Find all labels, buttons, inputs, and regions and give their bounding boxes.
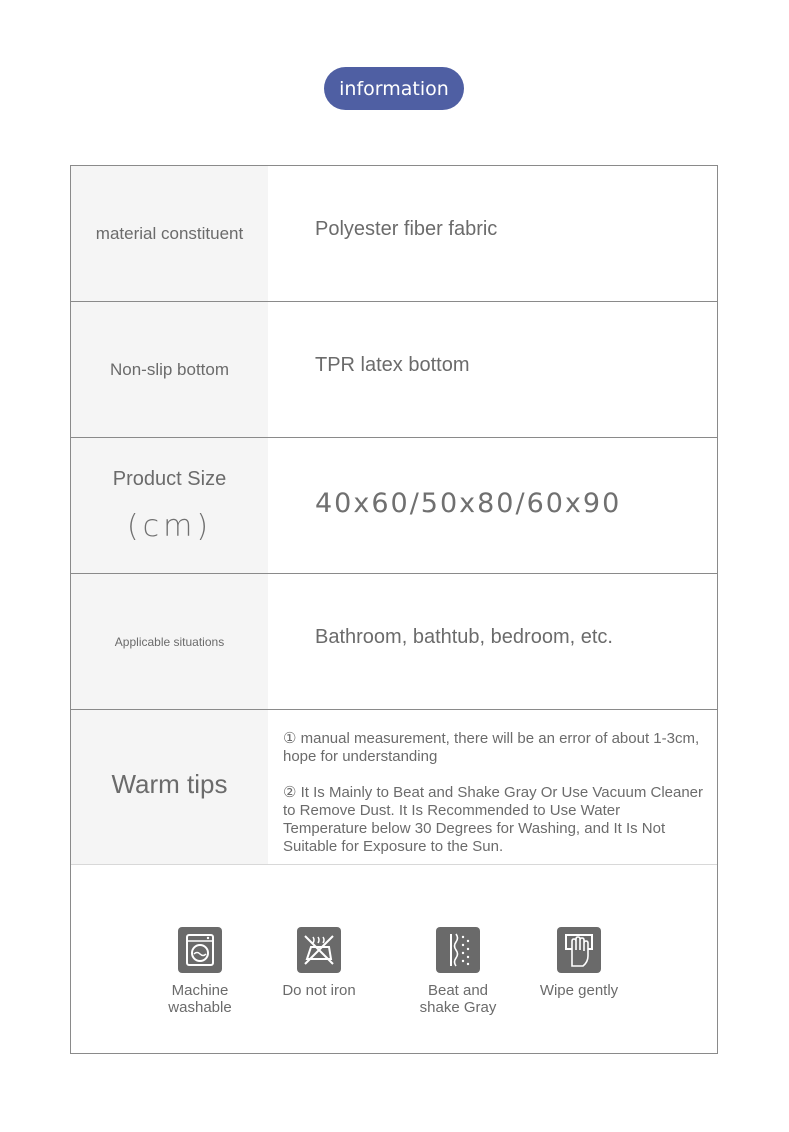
beat-shake-label-1: Beat and xyxy=(427,982,489,999)
warm-tips-text xyxy=(283,730,708,874)
material-label: material constituent xyxy=(95,223,244,243)
beat-shake-label-2: shake Gray xyxy=(419,999,497,1016)
warm-tips-label: Warm tips xyxy=(111,768,228,799)
table-row-size xyxy=(71,438,717,574)
no-iron-label: Do not iron xyxy=(282,982,356,999)
wipe-hand-icon xyxy=(557,927,601,973)
row-label-cell xyxy=(71,574,268,709)
material-value: Polyester fiber fabric xyxy=(315,218,498,240)
no-iron-icon xyxy=(297,927,341,973)
size-label: Product Size xyxy=(112,467,227,490)
care-item-wipe-gently xyxy=(534,927,624,999)
row-label-cell xyxy=(71,438,268,573)
machine-wash-label-2: washable xyxy=(168,999,232,1016)
care-item-no-iron xyxy=(274,927,364,999)
information-badge xyxy=(324,67,464,110)
situations-value: Bathroom, bathtub, bedroom, etc. xyxy=(315,626,613,648)
information-badge-label: information xyxy=(339,77,449,100)
washing-machine-icon xyxy=(178,927,222,973)
machine-wash-label-1: Machine xyxy=(171,982,229,999)
tip-1: ① manual measurement, there will be an error of about 1-3cm, hope for understanding xyxy=(283,730,700,765)
non-slip-label: Non-slip bottom xyxy=(109,359,230,379)
care-instructions xyxy=(71,865,717,1053)
table-row-material xyxy=(71,166,717,302)
row-label-cell xyxy=(71,166,268,301)
non-slip-value: TPR latex bottom xyxy=(315,354,470,376)
table-row-situations xyxy=(71,574,717,710)
size-unit-label: (cm) xyxy=(126,508,213,544)
product-info-table xyxy=(70,165,718,1054)
size-value: 40x60/50x80/60x90 xyxy=(315,488,622,519)
row-label-cell xyxy=(71,302,268,437)
care-item-beat-shake xyxy=(408,927,508,1016)
beat-shake-icon xyxy=(436,927,480,973)
row-label-cell xyxy=(71,710,268,864)
tip-2: ② It Is Mainly to Beat and Shake Gray Or Use Vacuum Cleaner to Remove Dust. It Is Recommended to Use Water Temperature below 30 Degrees for Washing, and It Is Not Suitable for Exposure to the Sun. xyxy=(283,784,704,855)
wipe-gently-label: Wipe gently xyxy=(539,982,619,999)
table-row-warm-tips xyxy=(71,710,717,865)
situations-label: Applicable situations xyxy=(114,634,225,649)
care-item-machine-wash xyxy=(160,927,240,1016)
table-row-non-slip xyxy=(71,302,717,438)
